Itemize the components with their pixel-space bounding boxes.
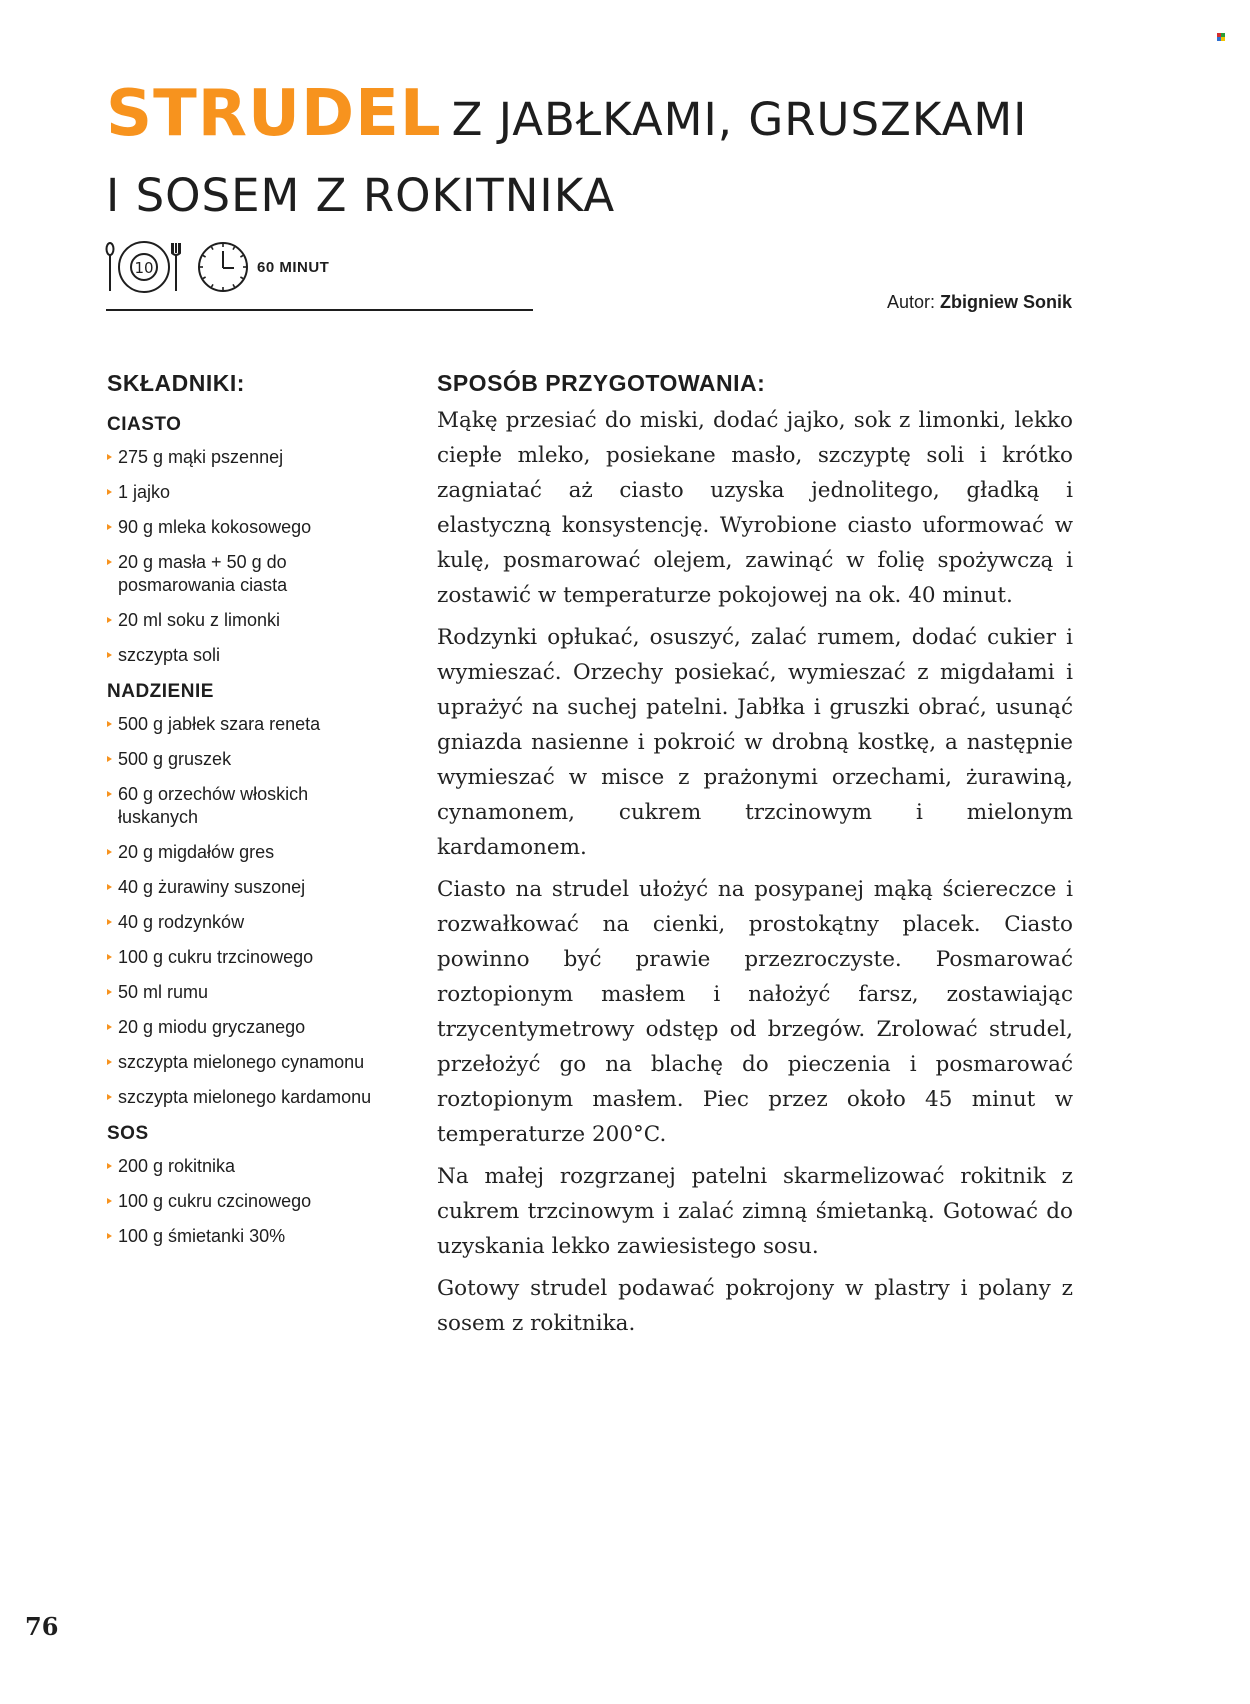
ingredient-item: szczypta mielonego kardamonu (107, 1086, 417, 1109)
ingredient-item: 275 g mąki pszennej (107, 446, 417, 469)
section-title-sos: SOS (107, 1123, 149, 1144)
title-line-2: I SOSEM Z ROKITNIKA (106, 169, 616, 222)
color-registration-mark (1217, 33, 1225, 41)
ingredient-item: 200 g rokitnika (107, 1155, 417, 1178)
ingredient-item: szczypta mielonego cynamonu (107, 1051, 417, 1074)
ingredients-heading: SKŁADNIKI: (107, 370, 245, 396)
method-paragraph: Gotowy strudel podawać pokrojony w plastry i polany z sosem z rokitnika. (437, 1276, 1073, 1336)
recipe-meta (105, 238, 329, 296)
method-paragraph: Na małej rozgrzanej patelni skarmelizować rokitnik z cukrem trzcinowym i zalać zimną śmietanką. Gotować do uzyskania lekko zawiesistego sosu. (437, 1164, 1073, 1259)
ingredient-list-sos (107, 1155, 417, 1248)
title-rest: Z JABŁKAMI, GRUSZKAMI (451, 93, 1028, 146)
ingredient-item: 500 g jabłek szara reneta (107, 713, 417, 736)
page-number: 76 (25, 1612, 59, 1641)
ingredient-item: 100 g cukru trzcinowego (107, 946, 417, 969)
method-paragraph: Ciasto na strudel ułożyć na posypanej mąką ściereczce i rozwałkować na cienki, prostokątny placek. Ciasto powinno być prawie przezroczyste. Posmarować roztopionym masłem i nałożyć farsz, zostawiając trzycentymetrowy odstęp od brzegów. Zrolować strudel, przełożyć go na blachę do pieczenia i posmarować roztopionym masłem. Piec przez około 45 minut w temperaturze 200°C. (437, 877, 1073, 1147)
ingredient-item: 50 ml rumu (107, 981, 417, 1004)
ingredient-item: 100 g cukru czcinowego (107, 1190, 417, 1213)
ingredient-item: 500 g gruszek (107, 748, 417, 771)
ingredient-item: 40 g żurawiny suszonej (107, 876, 417, 899)
method-paragraph: Mąkę przesiać do miski, dodać jajko, sok z limonki, lekko ciepłe mleko, posiekane masło, szczyptę soli i krótko zagniatać aż ciasto uzyska jednolitego, gładką i elastyczną konsystencję. Wyrobione ciasto uformować w kulę, posmarować olejem, zawinąć w folię spożywczą i zostawić w temperaturze pokojowej na ok. 40 minut. (437, 408, 1073, 608)
recipe-title (106, 72, 1027, 226)
ingredient-item: 20 ml soku z limonki (107, 609, 417, 632)
ingredient-item: 40 g rodzynków (107, 911, 417, 934)
section-title-ciasto: CIASTO (107, 414, 182, 435)
prep-time: 60 MINUT (257, 258, 330, 276)
section-title-nadzienie: NADZIENIE (107, 681, 214, 702)
author (887, 292, 1072, 313)
clock-icon (197, 241, 249, 293)
ingredient-item: 20 g miodu gryczanego (107, 1016, 417, 1039)
plate-cutlery-icon (105, 239, 183, 295)
ingredient-item: 90 g mleka kokosowego (107, 516, 417, 539)
ingredient-item: 60 g orzechów włoskich łuskanych (107, 783, 348, 829)
ingredient-item: 20 g migdałów gres (107, 841, 417, 864)
method-column (437, 370, 1073, 1348)
ingredient-item: szczypta soli (107, 644, 417, 667)
ingredients-column (107, 370, 417, 1260)
ingredient-item: 100 g śmietanki 30% (107, 1225, 417, 1248)
ingredient-item: 20 g masła + 50 g do posmarowania ciasta (107, 551, 318, 597)
servings-count: 10 (134, 259, 154, 277)
ingredient-list-ciasto (107, 446, 417, 667)
title-accent: STRUDEL (106, 77, 442, 151)
ingredient-item: 1 jajko (107, 481, 417, 504)
title-divider (106, 309, 533, 311)
method-paragraph: Rodzynki opłukać, osuszyć, zalać rumem, dodać cukier i wymieszać. Orzechy posiekać, wymieszać z migdałami i uprażyć na suchej patelni. Jabłka i gruszki obrać, usunąć gniazda nasienne i pokroić w drobną kostkę, a następnie wymieszać w misce z prażonymi orzechami, żurawiną, cynamonem, cukrem trzcinowym i mielonym kardamonem. (437, 625, 1073, 860)
method-heading: SPOSÓB PRZYGOTOWANIA: (437, 370, 766, 396)
author-label: Autor: (886, 292, 935, 312)
ingredient-list-nadzienie (107, 713, 417, 1109)
author-name: Zbigniew Sonik (939, 292, 1072, 312)
